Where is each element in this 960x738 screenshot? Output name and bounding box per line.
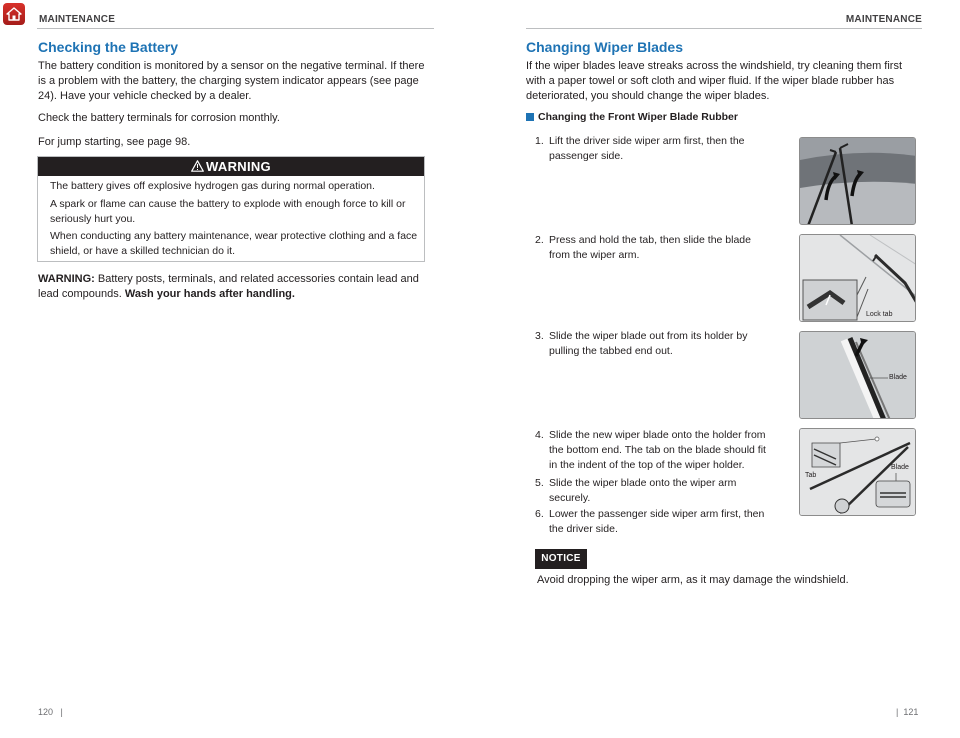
step-2-number: 2.	[535, 234, 544, 246]
page-number-left: 120 |	[38, 707, 63, 717]
figure-install-new-blade	[799, 428, 916, 516]
step-5	[535, 476, 757, 506]
warning-heading: WARNING	[206, 159, 271, 174]
section-label-right: MAINTENANCE	[845, 14, 922, 25]
figure-lift-wiper-arms	[799, 137, 916, 225]
lead-warning-label: WARNING:	[38, 273, 95, 285]
battery-title: Checking the Battery	[38, 39, 179, 55]
notice-tag: NOTICE	[535, 549, 587, 569]
figure-2-illustration	[800, 235, 916, 322]
warning-bar	[38, 157, 424, 176]
battery-paragraph-1: The battery condition is monitored by a sensor on the negative terminal. If there is a problem with the battery, the charging system indicator appears (see page 24). Have your vehicle checked by a dealer.	[38, 60, 425, 102]
warning-line-1: The battery gives off explosive hydrogen gas during normal operation.	[50, 180, 375, 192]
blade-label-figure-4: Blade	[891, 464, 909, 471]
wiper-subheading-text: Changing the Front Wiper Blade Rubber	[538, 111, 738, 123]
subheading-square-icon	[526, 113, 534, 121]
wiper-title: Changing Wiper Blades	[526, 39, 684, 55]
battery-paragraph-3: For jump starting, see page 98.	[38, 136, 191, 148]
figure-1-illustration	[800, 138, 916, 225]
wiper-intro: If the wiper blades leave streaks across the windshield, try cleaning them first with a paper towel or soft cloth and wiper fluid. If the wiper blade rubber has deteriorated, you should change the wiper blades.	[526, 60, 903, 102]
step-2-text: Press and hold the tab, then slide the blade from the wiper arm.	[549, 234, 751, 261]
step-5-text: Slide the wiper blade onto the wiper arm securely.	[549, 477, 737, 504]
page-number-right-value: 121	[903, 707, 919, 717]
battery-paragraph-2: Check the battery terminals for corrosion monthly.	[38, 112, 280, 124]
home-icon[interactable]	[3, 3, 25, 25]
step-6-text: Lower the passenger side wiper arm first, then the driver side.	[549, 508, 765, 535]
figure-4-illustration	[800, 429, 916, 516]
page-number-right: | 121	[896, 707, 919, 717]
figure-press-lock-tab	[799, 234, 916, 322]
step-3	[535, 329, 757, 359]
lock-tab-label: Lock tab	[866, 311, 893, 318]
blade-label-figure-3: Blade	[889, 374, 907, 381]
step-5-number: 5.	[535, 477, 544, 489]
step-1	[535, 134, 757, 164]
figure-slide-blade-out	[799, 331, 916, 419]
warning-triangle-icon	[191, 158, 204, 177]
header-rule-left	[37, 28, 434, 29]
tab-label-figure-4: Tab	[805, 472, 817, 479]
notice-text: Avoid dropping the wiper arm, as it may damage the windshield.	[537, 574, 849, 586]
header-rule-right	[526, 28, 922, 29]
step-3-number: 3.	[535, 330, 544, 342]
lead-warning-note	[38, 272, 434, 302]
step-3-text: Slide the wiper blade out from its holder by pulling the tabbed end out.	[549, 330, 748, 357]
step-2	[535, 233, 757, 263]
lead-warning-emphasis: Wash your hands after handling.	[124, 288, 295, 300]
battery-warning-box	[37, 156, 425, 262]
step-6	[535, 507, 773, 537]
warning-line-2: A spark or flame can cause the battery to explode with enough force to kill or seriously hurt you.	[50, 198, 406, 225]
lead-warning-text: Battery posts, terminals, and related accessories contain lead and lead compounds.	[38, 273, 419, 300]
step-1-text: Lift the driver side wiper arm first, then the passenger side.	[549, 135, 745, 162]
step-4-number: 4.	[535, 429, 544, 441]
page-number-left-value: 120	[38, 707, 54, 717]
step-4-text: Slide the new wiper blade onto the holder from the bottom end. The tab on the blade should fit in the indent of the top of the wiper holder.	[549, 429, 766, 471]
step-1-number: 1.	[535, 135, 544, 147]
step-4	[535, 428, 773, 473]
step-6-number: 6.	[535, 508, 544, 520]
section-label-left: MAINTENANCE	[39, 14, 116, 25]
warning-line-3: When conducting any battery maintenance, wear protective clothing and a face shield, or have a skilled technician do it.	[50, 230, 418, 257]
wiper-subheading	[526, 111, 738, 123]
